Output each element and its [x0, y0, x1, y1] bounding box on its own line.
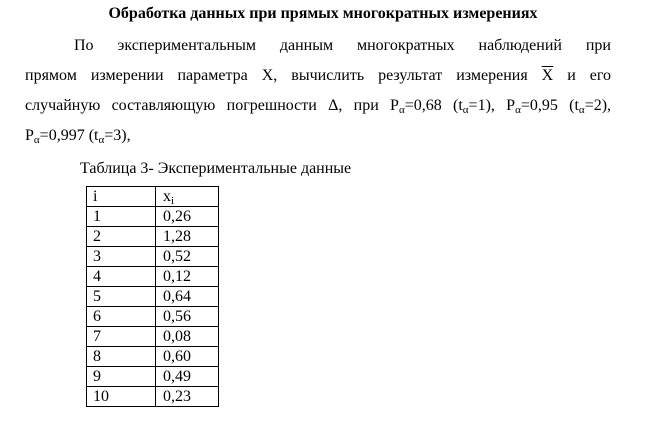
cell-value: 0,56	[156, 307, 219, 327]
cell-index: 2	[87, 227, 156, 247]
cell-value: 1,28	[156, 227, 219, 247]
paragraph-text: =0,68 (t	[404, 97, 463, 114]
paragraph-text: прямом измерении параметра Х, вычислить результат измерения	[25, 67, 528, 84]
cell-value: 0,12	[156, 267, 219, 287]
paragraph-text: =2),	[584, 97, 612, 114]
table-header-row	[87, 187, 219, 207]
table-row	[87, 247, 219, 267]
cell-index: 9	[87, 367, 156, 387]
paragraph-line-1: По экспериментальным данным многократных наблюдений при	[74, 37, 611, 54]
cell-value: 0,52	[156, 247, 219, 267]
table-row	[87, 267, 219, 287]
header-value-base: x	[163, 187, 171, 205]
cell-value: 0,64	[156, 287, 219, 307]
cell-value: 0,60	[156, 347, 219, 367]
paragraph-text: =0,997 (t	[39, 127, 99, 144]
cell-value: 0,26	[156, 207, 219, 227]
alpha-subscript: α	[98, 134, 105, 146]
cell-value: 0,49	[156, 367, 219, 387]
task-paragraph	[25, 31, 611, 151]
cell-index: 10	[87, 387, 156, 407]
cell-index: 6	[87, 307, 156, 327]
alpha-subscript: α	[398, 104, 405, 116]
table-row	[87, 327, 219, 347]
cell-index: 1	[87, 207, 156, 227]
alpha-subscript: α	[578, 104, 585, 116]
table-body	[87, 207, 219, 407]
paragraph-text: и его	[567, 67, 612, 84]
header-value	[156, 187, 219, 207]
table-row	[87, 367, 219, 387]
paragraph-text: =3),	[104, 127, 131, 144]
mean-x-symbol: Х	[541, 67, 554, 84]
table-row	[87, 287, 219, 307]
paragraph-line-4	[25, 121, 611, 151]
header-value-sub: i	[171, 194, 175, 207]
table-caption: Таблица 3- Экспериментальные данные	[80, 160, 352, 177]
cell-index: 3	[87, 247, 156, 267]
table-row	[87, 227, 219, 247]
paragraph-text: случайную составляющую погрешности Δ, при P	[25, 97, 399, 114]
table-row	[87, 347, 219, 367]
alpha-subscript: α	[462, 104, 469, 116]
experimental-data-table	[86, 186, 219, 407]
paragraph-line-2	[25, 61, 611, 91]
cell-index: 4	[87, 267, 156, 287]
table-row	[87, 307, 219, 327]
cell-index: 7	[87, 327, 156, 347]
cell-value: 0,08	[156, 327, 219, 347]
paragraph-text: =0,95 (t	[520, 97, 579, 114]
cell-value: 0,23	[156, 387, 219, 407]
alpha-subscript: α	[515, 104, 521, 116]
cell-index: 5	[87, 287, 156, 307]
paragraph-text: =1), P	[468, 97, 516, 114]
table-row	[87, 207, 219, 227]
paragraph-text: P	[25, 127, 34, 144]
document-title: Обработка данных при прямых многократных измерениях	[108, 5, 538, 22]
paragraph-line-3	[25, 91, 611, 121]
table-row	[87, 387, 219, 407]
header-index: i	[87, 187, 156, 207]
cell-index: 8	[87, 347, 156, 367]
alpha-subscript: α	[33, 134, 40, 146]
